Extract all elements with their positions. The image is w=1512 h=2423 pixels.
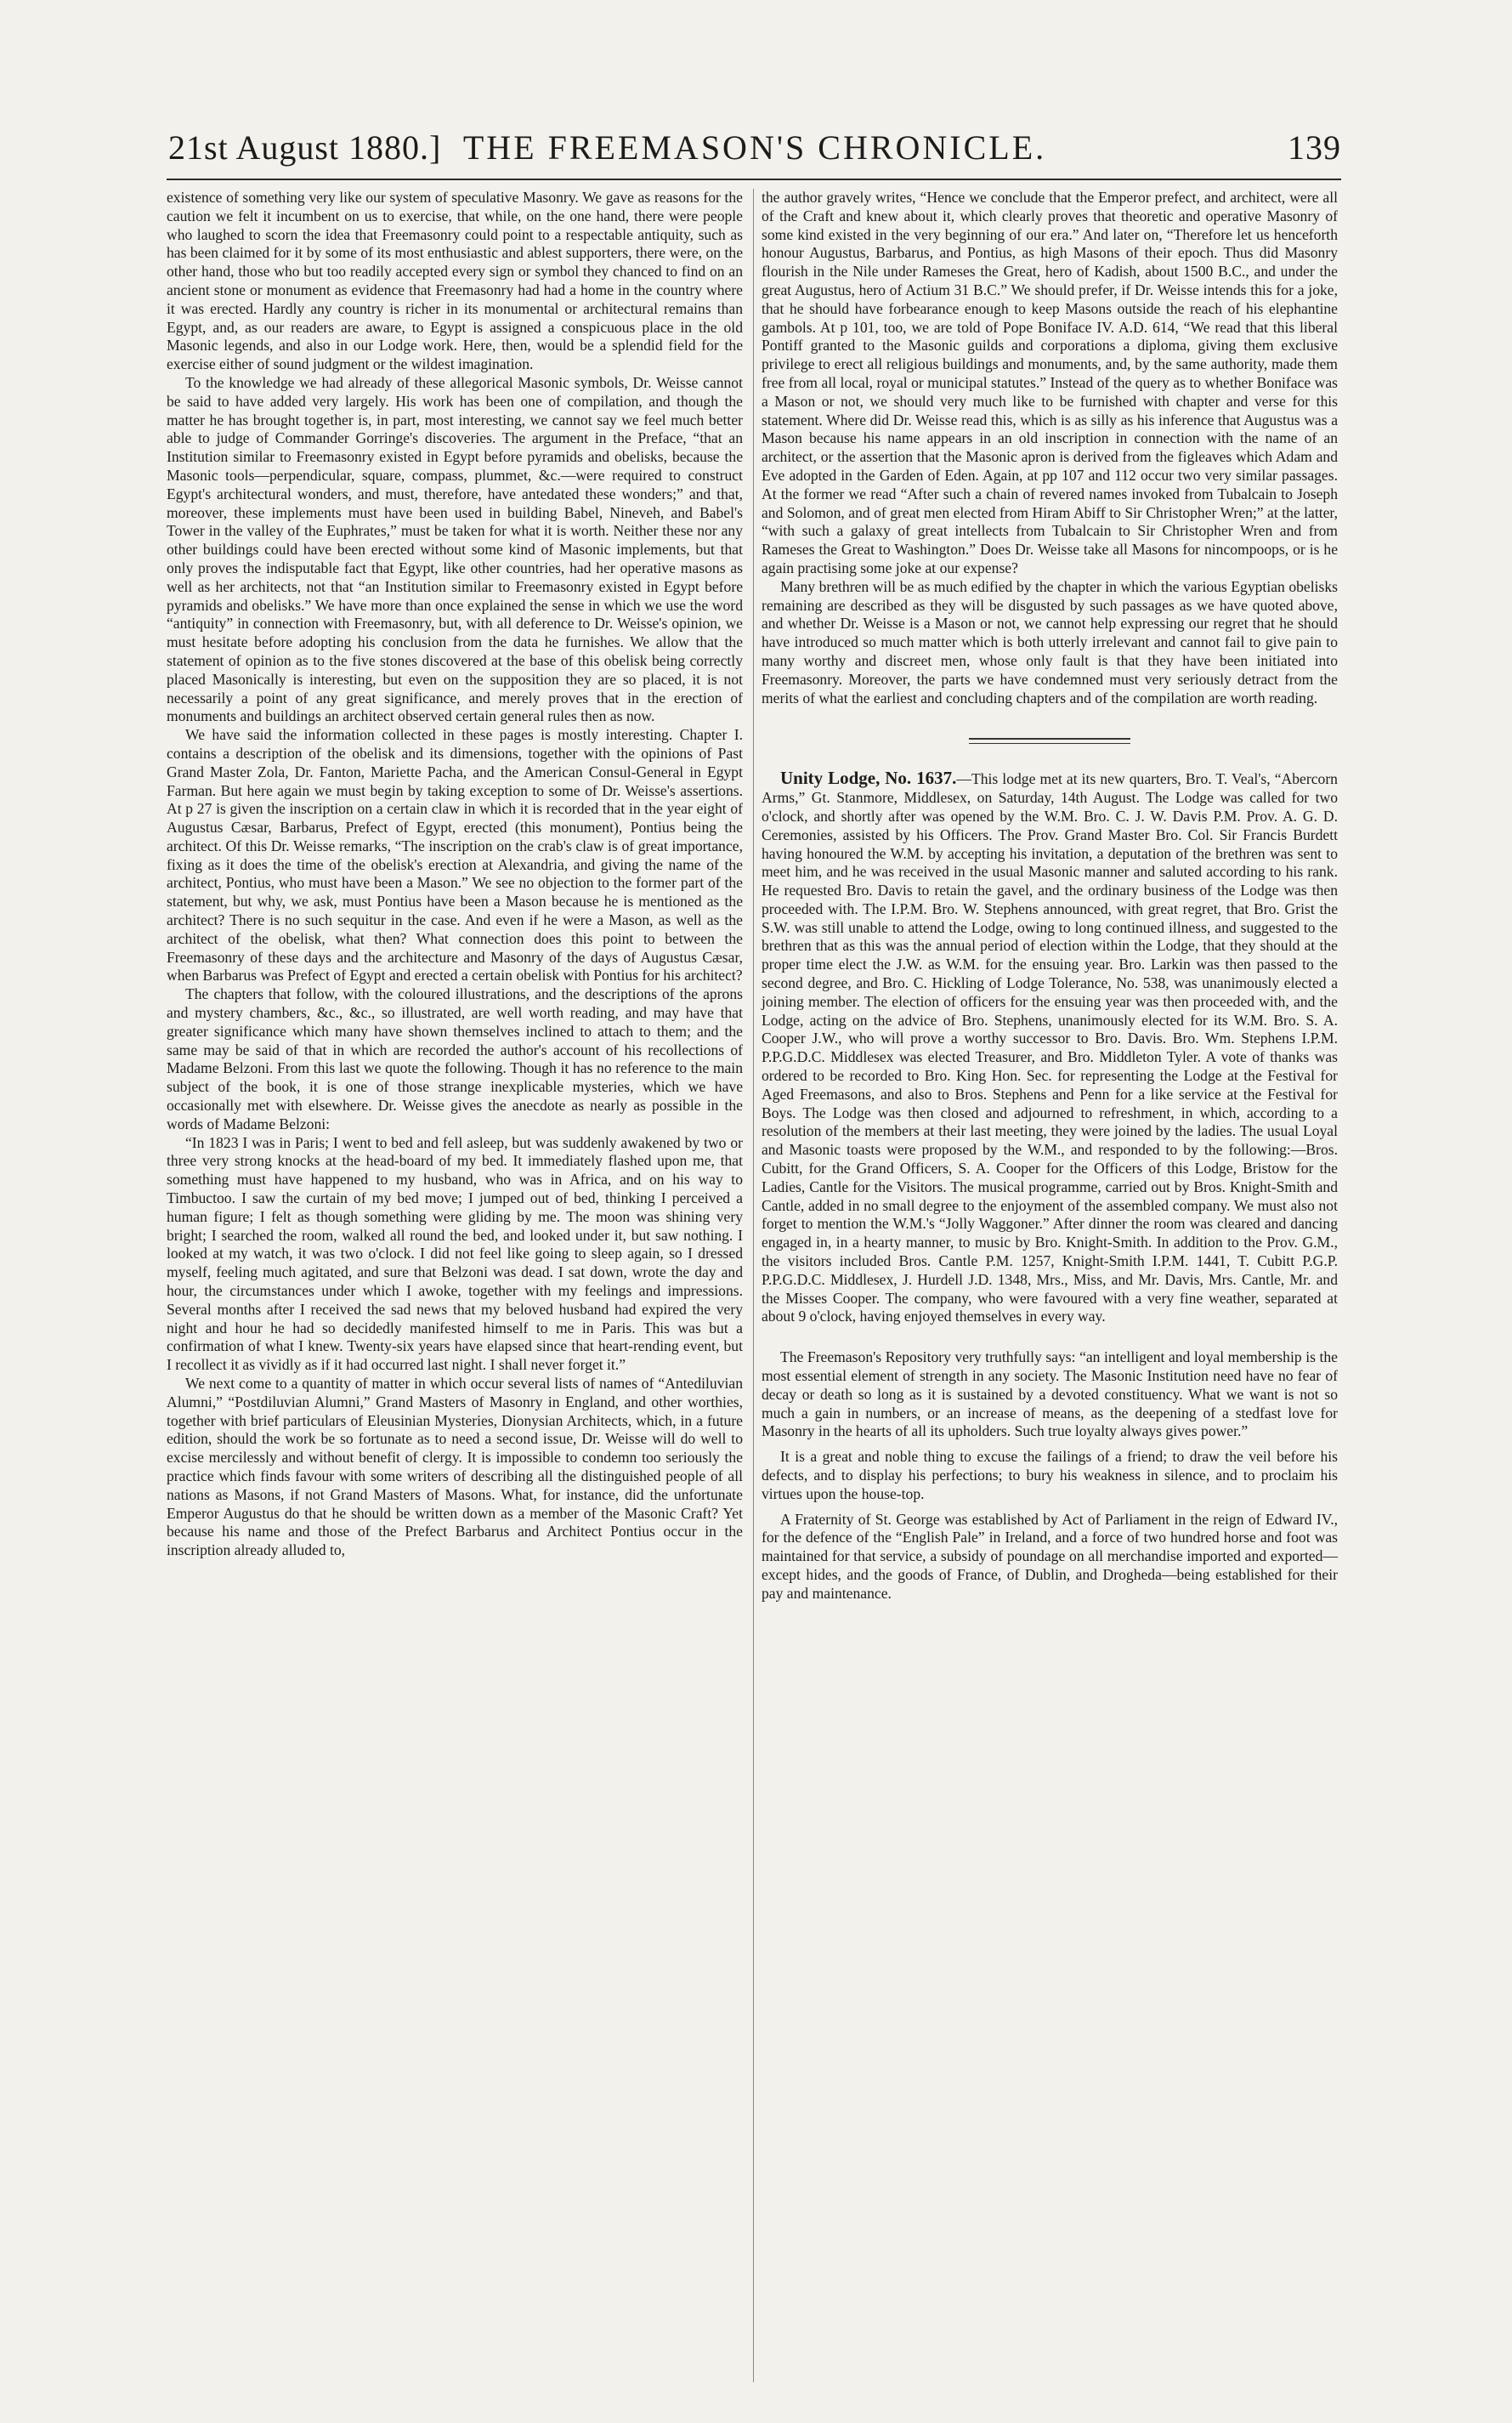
article-paragraph: We next come to a quantity of matter in which occur several lists of names of “Antediluvian Alumni,” “Postdiluvian Alumni,” Grand Masters of Masonry in England, and other worthies, together with brief particulars of Eleusinian Mysteries, Dionysian Architects, which, in a future edition, should the work be so fortunate as to need a second issue, Dr. Weisse will do well to excise mercilessly and without benefit of clergy. It is impossible to condemn too seriously the practice which finds favour with some writers of describing all the distinguished people of all nations as Masons, if not Grand Masters of Masons. What, for instance, did the unfortunate Emperor Augustus do that he should be written down as a member of the Masonic Craft? Yet because his name and those of the Prefect Barbarus and Architect Pontius occur in the inscription already alluded to, — [167, 1375, 743, 1559]
maxim-paragraph: It is a great and noble thing to excuse the failings of a friend; to draw the veil before his defects, and to display his perfections; to bury his weakness in silence, and to proclaim his virtues upon the house-top. — [762, 1448, 1338, 1502]
article-paragraph: existence of something very like our system of speculative Masonry. We gave as reasons for the caution we felt it incumbent on us to exercise, that while, on the one hand, there were people who laughed to scorn the idea that Freemasonry could point to a respectable antiquity, such as has been claimed for it by some of its most enthusiastic and ablest supporters, there were, on the other hand, those who but too readily accepted every sign or symbol they chanced to find on an ancient stone or monument as evidence that Freemasonry had had a home in the country where it was erected. Hardly any country is richer in its monumental or architectural remains than Egypt, and, as our readers are aware, to Egypt is assigned a conspicuous place in the old Masonic legends, and also in our Lodge work. Here, then, would be a splendid field for the exercise either of sound judgment or the wildest imagination. — [167, 189, 743, 373]
article-paragraph: The chapters that follow, with the coloured illustrations, and the descriptions of the aprons and mystery chambers, &c., &c., so illustrated, are well worth reading, and may have that greater significance which many have shown themselves inclined to attach to them; and the same may be said of that in which are recorded the author's account of his recollections of Madame Belzoni. From this last we quote the following. Though it has no reference to the main subject of the book, it is one of those strange inexplicable mysteries, which we have occasionally met with elsewhere. Dr. Weisse gives the anecdote as nearly as possible in the words of Madame Belzoni: — [167, 985, 743, 1132]
article-paragraph: Many brethren will be as much edified by the chapter in which the various Egyptian obelisks remaining are described as they will be disgusted by such passages as we have quoted above, and whether Dr. Weisse is a Mason or not, we cannot help expressing our regret that he should have introduced so much matter which is both utterly irrelevant and cannot fail to give pain to many worthy and discreet men, whose only fault is that they have been initiated into Freemasonry. Moreover, the parts we have condemned must very seriously detract from the merits of what the earliest and concluding chapters and of the compilation are worth reading. — [762, 577, 1338, 706]
header-rule — [167, 179, 1341, 180]
repository-quote: The Freemason's Repository very truthfully says: “an intelligent and loyal membership is the most essential element of strength in any society. The Masonic Institution need have no fear of decay or death so long as it is sustained by a devoted constituency. What we want is not so much a gain in numbers, or an increase of means, as the deepening of a stedfast love for Masonry in the hearts of all its upholders. Such true loyalty always gives power.” — [762, 1348, 1338, 1440]
right-column — [762, 189, 1338, 1603]
lodge-heading: Unity Lodge, No. 1637. — [780, 768, 957, 789]
left-column — [167, 189, 743, 1560]
fraternity-paragraph: A Fraternity of St. George was established by Act of Parliament in the reign of Edward IV., for the defence of the “English Pale” in Ireland, and a force of two hundred horse and foot was maintained for that service, a subsidy of poundage on all merchandise imported and exported—except hides, and the goods of France, of Dublin, and Drogheda—being established for their pay and maintenance. — [762, 1510, 1338, 1602]
publication-title: THE FREEMASON'S CHRONICLE. — [462, 128, 1047, 167]
issue-date: 21st August 1880.] — [168, 128, 442, 167]
column-divider — [753, 189, 754, 2382]
article-paragraph: We have said the information collected in these pages is mostly interesting. Chapter I. contains a description of the obelisk and its dimensions, together with the opinions of Past Grand Master Zola, Dr. Fanton, Mariette Pacha, and the American Consul-General in Egypt Farman. But here again we must begin by taking exception to some of Dr. Weisse's assertions. At p 27 is given the inscription on a certain claw in which it is recorded that in the year eight of Augustus Cæsar, Barbarus, Prefect of Egypt, erected (this monument), Pontius being the architect. Of this Dr. Weisse remarks, “The inscription on the crab's claw is of great importance, fixing as it does the time of the obelisk's erection at Alexandria, and giving the name of the architect, Pontius, who must have been a Mason.” We see no objection to the former part of the statement, but why, we ask, must Pontius have been a Mason because he is mentioned as the architect? There is no such sequitur in the case. And even if he were a Mason, as well as the architect of the obelisk, what then? What connection does this point to between the Freemasonry of these days and the architecture and Masonry of the days of Augustus Cæsar, when Barbarus was Prefect of Egypt and erected a certain obelisk with Pontius for his architect? — [167, 726, 743, 985]
page-number: 139 — [1288, 128, 1341, 167]
section-divider — [969, 738, 1130, 744]
masthead — [168, 128, 1341, 179]
article-paragraph: To the knowledge we had already of these allegorical Masonic symbols, Dr. Weisse cannot be said to have added very largely. His work has been one of compilation, and though the matter he has brought together is, in part, most interesting, we cannot say we feel much better able to judge of Commander Gorringe's discoveries. The argument in the Preface, “that an Institution similar to Freemasonry existed in Egypt before pyramids and obelisks, because the Masonic tools—perpendicular, square, compass, plummet, &c.—were required to construct Egypt's architectural wonders, and must, therefore, have antedated these wonders;” and that, moreover, these implements must have been used in building Babel, Nineveh, and Babel's Tower in the valley of the Euphrates,” must be taken for what it is worth. Neither these nor any other buildings could have been erected without some kind of Masonic implements, but that only proves the indisputable fact that Egypt, like other countries, had her operative masons as well as her architects, not that “an Institution similar to Freemasonry existed in Egypt before pyramids and obelisks.” We have more than once explained the sense in which we use the word “antiquity” in connection with Freemasonry, but, with all deference to Dr. Weisse's opinion, we must hesitate before adopting his conclusion from the data he furnishes. We allow that the statement of opinion as to the five stones discovered at the base of this obelisk being correctly placed Masonically is interesting, but even on the supposition they are so placed, it is not necessarily a point of any great significance, and merely proves that in the erection of monuments and buildings an architect observed certain general rules then as now. — [167, 373, 743, 725]
quoted-anecdote: “In 1823 I was in Paris; I went to bed and fell asleep, but was suddenly awakened by two or three very strong knocks at the head-board of my bed. It immediately flashed upon me, that something must have happened to my husband, who was in Africa, and on his way to Timbuctoo. I saw the curtain of my bed move; I jumped out of bed, thinking I perceived a human figure; I felt as though something were gliding by me. The moon was shining very bright; I searched the room, walked all round the bed, and looked under it, but saw nothing. I looked at my watch, it was two o'clock. I did not feel like going to sleep again, so I dressed myself, feeling much agitated, and sure that Belzoni was dead. I sat down, wrote the day and hour, the circumstances under which I awoke, together with my feelings and impressions. Several months after I received the sad news that my beloved husband had expired the very night and hour he had so decidedly manifested himself to me in Paris. This was but a confirmation of what I knew. Twenty-six years have elapsed since that heart-rending event, but I recollect it as vividly as if it had occurred last night. I shall never forget it.” — [167, 1133, 743, 1374]
lodge-report — [762, 769, 1338, 1326]
article-paragraph: the author gravely writes, “Hence we conclude that the Emperor prefect, and architect, were all of the Craft and knew about it, which clearly proves that theoretic and operative Masonry of some kind existed in the very beginning of our era.” And later on, “Therefore let us henceforth honour Augustus, Barbarus, and Pontius, as high Masons of their epoch. Thus did Masonry flourish in the Nile under Rameses the Great, hero of Kadish, about 1500 B.C., and under the great Augustus, hero of Actium 31 B.C.” We should prefer, if Dr. Weisse intends this for a joke, that he should have forbearance enough to keep Masons outside the reach of his elephantine gambols. At p 101, too, we are told of Pope Boniface IV. A.D. 614, “We read that this liberal Pontiff granted to the Masonic guilds and corporations a diploma, giving them exclusive privilege to erect all religious buildings and monuments, and, by the same authority, made them free from all local, royal or municipal statutes.” Instead of the query as to whether Boniface was a Mason or not, we should very much like to be furnished with chapter and verse for this statement. Where did Dr. Weisse read this, which is as silly as his inference that Augustus was a Mason because his name appears in an old inscription in connection with the name of an architect, or the assertion that the Masonic apron is derived from the figleaves which Adam and Eve adopted in the Garden of Eden. Again, at pp 107 and 112 occur two very similar passages. At the former we read “After such a chain of revered names invoked from Tubalcain to Joseph and Solomon, and of great men elected from Hiram Abiff to Sir Christopher Wren;” at the latter, “with such a galaxy of great intellects from Tubalcain to Sir Christopher Wren and from Rameses the Great to Washington.” Does Dr. Weisse take all Masons for nincompoops, or is he again practising some joke at our expense? — [762, 189, 1338, 576]
lodge-report-text: —This lodge met at its new quarters, Bro. T. Veal's, “Abercorn Arms,” Gt. Stanmore, Middlesex, on Saturday, 14th August. The Lodge was called for two o'clock, and shortly after was opened by the W.M. Bro. C. J. W. Davis P.M. Prov. A. G. D. Ceremonies, assisted by his Officers. The Prov. Grand Master Bro. Col. Sir Francis Burdett having honoured the W.M. by accepting his invitation, a deputation of the brethren was sent to meet him, and he was received in the usual Masonic manner and saluted according to his rank. He requested Bro. Davis to retain the gavel, and the ordinary business of the Lodge was then proceeded with. The I.P.M. Bro. W. Stephens announced, with great regret, that Bro. Grist the S.W. was still unable to attend the Lodge, owing to long continued illness, and suggested to the brethren that as this was the annual period of election within the Lodge, that they should at the proper time elect the J.W. as W.M. for the ensuing year. Bro. Larkin was then passed to the second degree, and Bro. C. Hickling of Lodge Tolerance, No. 538, was unanimously elected a joining member. The election of officers for the ensuing year was then proceeded with, and the Lodge, acting on the advice of Bro. Stephens, unanimously elected for its W.M. Bro. S. A. Cooper J.W., who will prove a worthy successor to Bro. Davis. Bro. Wm. Stephens I.P.M. P.P.G.D.C. Middlesex was elected Treasurer, and Bro. Middleton Tyler. A vote of thanks was ordered to be recorded to Bro. King Hon. Sec. for representing the Lodge at the Festival for Aged Freemasons, and also to Bros. Stephens and Penn for a like service at the Festival for Boys. The Lodge was then closed and adjourned to refreshment, in which, according to a resolution of the members at their last meeting, they were joined by the ladies. The usual Loyal and Masonic toasts were proposed by the W.M., and responded to by the following:—Bros. Cubitt, for the Grand Officers, S. A. Cooper for the Officers of this Lodge, Bristow for the Ladies, Cantle for the Visitors. The musical programme, carried out by Bros. Knight-Smith and Cantle, added in no small degree to the enjoyment of the assembled company. We must also not forget to mention the W.M.'s “Jolly Waggoner.” After dinner the room was cleared and dancing engaged in, in a hearty manner, to music by Bro. Knight-Smith. In addition to the Prov. G.M., the visitors included Bros. Cantle P.M. 1257, Knight-Smith I.P.M. 1441, T. Cubitt P.G.P. P.P.G.D.C. Middlesex, J. Hurdell J.D. 1348, Mrs., Miss, and Mr. Davis, Mrs. Cantle, Mr. and the Misses Cooper. The company, who were favoured with a very fine weather, separated at about 9 o'clock, having enjoyed themselves in every way. — [762, 770, 1338, 1325]
